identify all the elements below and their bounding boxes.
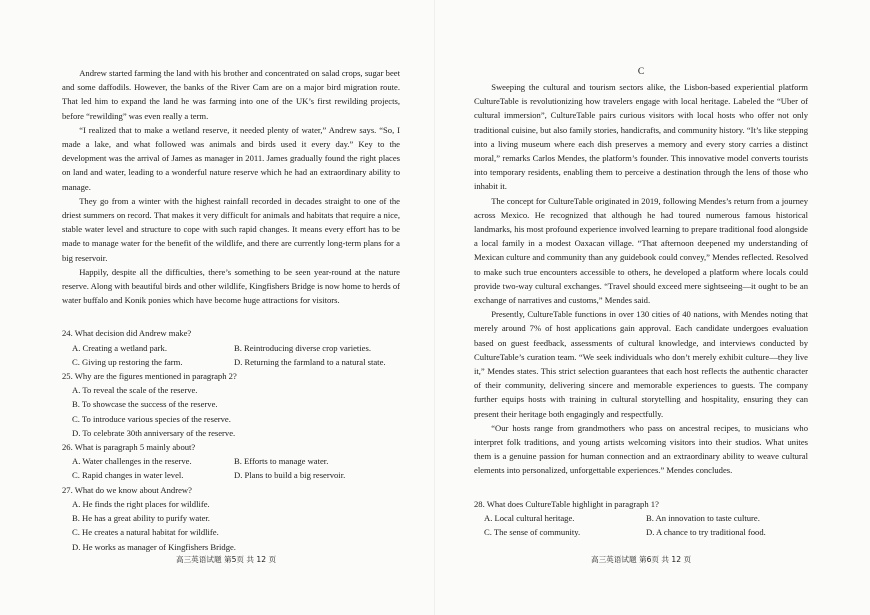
option-c: C. The sense of community.: [484, 527, 581, 538]
option-a: A. To reveal the scale of the reserve.: [72, 385, 198, 396]
question-stem: 25. Why are the figures mentioned in paragraph 2?: [62, 371, 237, 382]
question-24: [62, 326, 400, 369]
page-footer-left: 高三英语试题 第5页 共 12 页: [176, 555, 277, 564]
option-d: D. To celebrate 30th anniversary of the reserve.: [72, 427, 236, 438]
question-26: [62, 440, 400, 483]
passage-paragraph: Happily, despite all the difficulties, there’s something to be seen year-round at the nature reserve. Along with beautiful birds and other wildlife, Kingfishers Bridge is now home to herds of water buffalo and Konik ponies which have become huge attractions for visitors.: [62, 266, 400, 306]
option-c: C. Rapid changes in water level.: [72, 470, 184, 481]
options: [62, 454, 400, 482]
question-list: [62, 326, 400, 553]
option-b: B. He has a great ability to purify water.: [72, 513, 210, 524]
option-c: C. To introduce various species of the reserve.: [72, 413, 231, 424]
option-d: D. A chance to try traditional food.: [646, 527, 766, 538]
left-page: [62, 66, 400, 554]
page-spine: [434, 0, 435, 615]
page-footer-right: 高三英语试题 第6页 共 12 页: [591, 555, 692, 564]
option-d: D. Returning the farmland to a natural state.: [234, 356, 386, 367]
question-stem: 27. What do we know about Andrew?: [62, 484, 192, 495]
option-b: B. To showcase the success of the reserve.: [72, 399, 218, 410]
options: [62, 383, 400, 440]
option-b: B. Reintroducing diverse crop varieties.: [234, 342, 371, 353]
right-page: [474, 66, 808, 539]
passage-paragraph: Presently, CultureTable functions in over 130 cities of 40 nations, with Mendes noting that merely around 7% of host applications gain approval. Each candidate undergoes evaluation based on guest feedback, assessments of cultural knowledge, and interviews conducted by CultureTable’s curation team. “We seek individuals who don’t merely exhibit culture—they live it,” Mendes states. This strict selection guarantees that each host reflects the authentic character of their community, delivering sincere and memorable experiences to guests. The company further equips hosts with training in cultural storytelling and hospitality, ensuring they can present their heritage both engagingly and respectfully.: [474, 309, 808, 419]
passage-paragraph: They go from a winter with the highest rainfall recorded in decades straight to one of the driest summers on record. That makes it very difficult for animals and habitats that require a nice, stable water level and structure to cope with such rapid changes. It means every effort has to be made to manage water for the benefit of the wildlife, and there are currently long-term plans for a big reservoir.: [62, 195, 400, 263]
question-list: [474, 497, 808, 540]
option-b: B. Efforts to manage water.: [234, 456, 329, 467]
option-d: D. Plans to build a big reservoir.: [234, 470, 346, 481]
option-a: A. Water challenges in the reserve.: [72, 456, 192, 467]
question-28: [474, 497, 808, 540]
question-stem: 28. What does CultureTable highlight in paragraph 1?: [474, 498, 659, 509]
passage-paragraph: “I realized that to make a wetland reserve, it needed plenty of water,” Andrew says. “So, I made a lake, and what followed was animals and birds used it every day.” Key to the development was the arrival of James as manager in 2011. James gradually found the right places on land and water, leading to a wonderful nature reserve which he had an extraordinary ability to manage.: [62, 124, 400, 192]
option-a: A. Local cultural heritage.: [484, 512, 575, 523]
options: [62, 497, 400, 554]
option-a: A. Creating a wetland park.: [72, 342, 167, 353]
option-c: C. He creates a natural habitat for wildlife.: [72, 527, 219, 538]
question-27: [62, 483, 400, 554]
passage-paragraph: “Our hosts range from grandmothers who pass on ancestral recipes, to musicians who interpret folk traditions, and young artists welcoming visitors into their studios. What unites them is a genuine passion for human connection and an extraordinary ability to weave cultural elements into personalized, unforgettable experiences.” Mendes concludes.: [474, 422, 808, 476]
option-c: C. Giving up restoring the farm.: [72, 356, 183, 367]
passage-paragraphs: [62, 66, 400, 307]
question-stem: 24. What decision did Andrew make?: [62, 328, 192, 339]
options: [474, 511, 808, 539]
options: [62, 341, 400, 369]
passage-paragraphs: [474, 80, 808, 478]
option-d: D. He works as manager of Kingfishers Bridge.: [72, 541, 236, 552]
section-heading: C: [637, 67, 645, 77]
option-b: B. An innovation to taste culture.: [646, 512, 760, 523]
passage-paragraph: Andrew started farming the land with his brother and concentrated on salad crops, sugar beet and some daffodils. However, the banks of the River Cam are on a major bird migration route. That led him to expand the land he was farming into one of the UK’s first rewilding projects, before “rewilding” was even really a term.: [62, 68, 400, 121]
option-a: A. He finds the right places for wildlife.: [72, 498, 210, 509]
passage-paragraph: The concept for CultureTable originated in 2019, following Mendes’s return from a journey across Mexico. He recognized that although he had toured numerous famous historical landmarks, his most profound experience involved learning to prepare traditional food alongside a local family in a modest Oaxacan village. “That afternoon deepened my understanding of Mexican culture and community than any guidebook could convey,” Mendes reflected. Resolved to make such true encounters accessible to others, he developed a platform where locals could provide two-way cultural exchanges. “Travel should exceed mere sightseeing—it ought to be an exchange of narratives and customs,” Mendes said.: [474, 195, 808, 306]
passage-paragraph: Sweeping the cultural and tourism sectors alike, the Lisbon-based experiential platform CultureTable is revolutionizing how travelers engage with local heritage. Labeled the “Uber of cultural immersion”, CultureTable pairs curious visitors with local hosts who offer not only traditional cuisine, but also family stories, handicrafts, and community history. “It’s like stepping into a living museum where each dish preserves a memory and every story carries a distinct moral,” remarks Carlos Mendes, the platform’s founder. This innovative model converts tourists into temporary residents, enabling them to perceive a destination through the lens of those who inhabit it.: [474, 82, 808, 192]
question-stem: 26. What is paragraph 5 mainly about?: [62, 442, 196, 453]
question-25: [62, 369, 400, 440]
